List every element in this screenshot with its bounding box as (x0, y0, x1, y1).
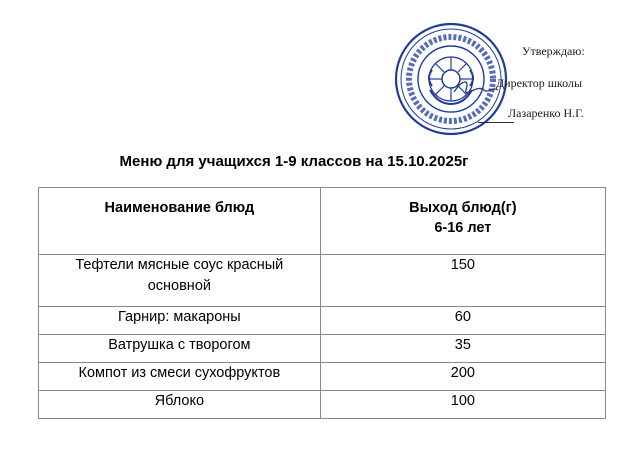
page-title: Меню для учащихся 1-9 классов на 15.10.2025г (119, 153, 469, 170)
table-row (39, 335, 606, 363)
table-row (39, 255, 606, 307)
header-output-age: 6-16 лет (434, 220, 492, 236)
dish-output-cell: 35 (320, 335, 605, 363)
header-output-title: Выход блюд(г) (409, 200, 517, 216)
menu-table (38, 187, 606, 419)
dish-name-cell (39, 255, 321, 307)
approval-position: Директор школы (496, 76, 583, 90)
approval-heading: Утверждаю: (522, 44, 585, 58)
signature-line (478, 122, 514, 123)
table-row (39, 363, 606, 391)
table-row (39, 391, 606, 419)
dish-output-cell: 200 (320, 363, 605, 391)
dish-name-line: основной (147, 278, 211, 294)
school-seal-stamp (392, 20, 510, 138)
table-row (39, 307, 606, 335)
header-dish-name: Наименование блюд (39, 188, 321, 255)
dish-name-cell: Гарнир: макароны (39, 307, 321, 335)
dish-name-cell: Яблоко (39, 391, 321, 419)
dish-name-cell: Компот из смеси сухофруктов (39, 363, 321, 391)
approval-signatory: Лазаренко Н.Г. (508, 106, 584, 120)
dish-output-cell: 60 (320, 307, 605, 335)
dish-name-cell: Ватрушка с творогом (39, 335, 321, 363)
dish-output-cell: 150 (320, 255, 605, 307)
dish-output-cell: 100 (320, 391, 605, 419)
header-output (320, 188, 605, 255)
table-header-row (39, 188, 606, 255)
dish-name-line: Тефтели мясные соус красный (75, 257, 284, 273)
